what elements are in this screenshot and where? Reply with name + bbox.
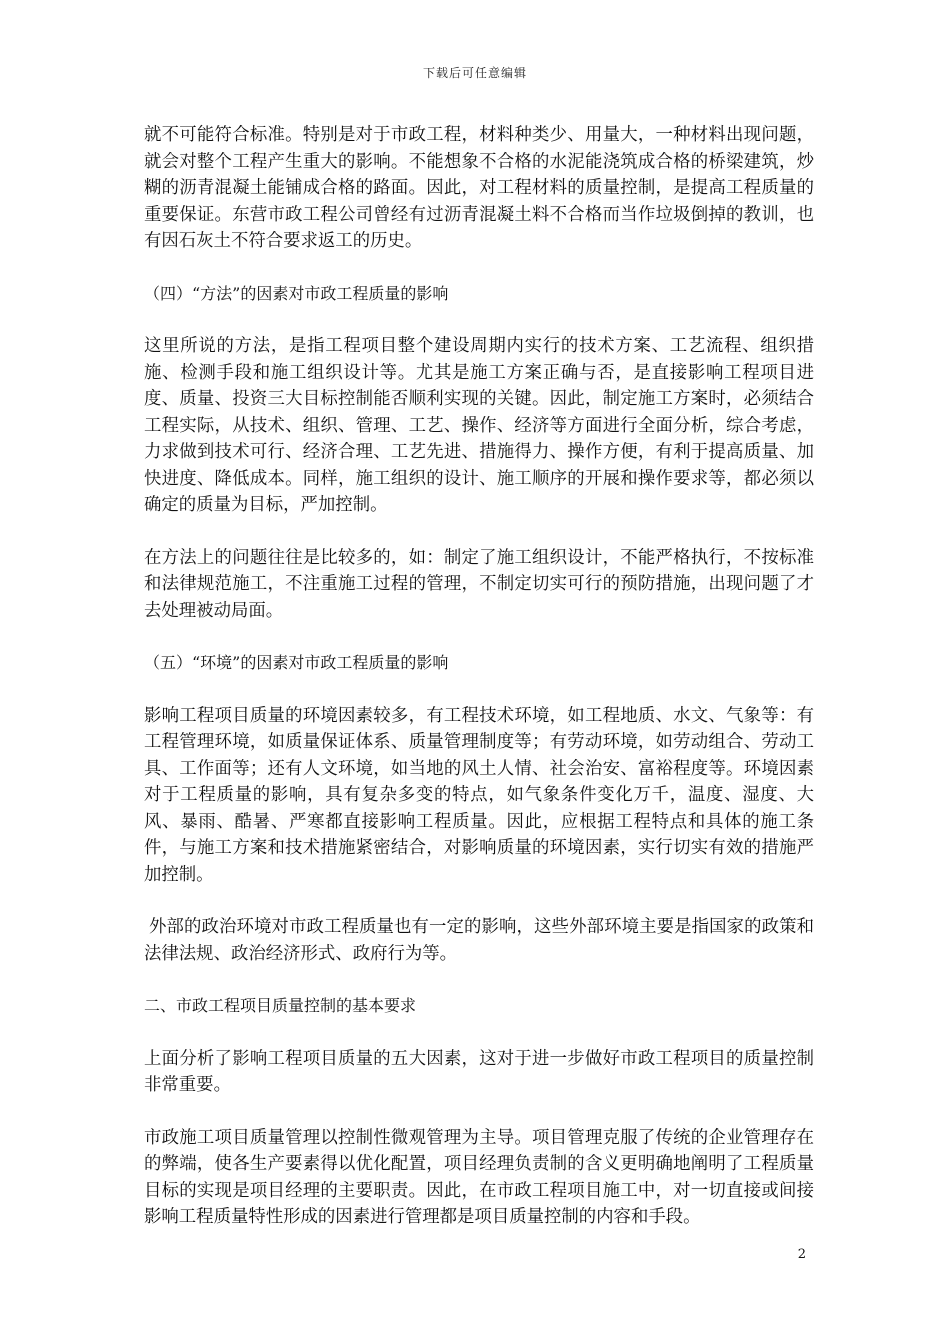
paragraph-quality-management: 市政施工项目质量管理以控制性微观管理为主导。项目管理克服了传统的企业管理存在的弊端，使各生产要素得以优化配置，项目经理负责制的含义更明确地阐明了工程质量目标的实现是项目经理的主要职责。因此，在市政工程项目施工中，对一切直接或间接影响工程质量特性形成的因素进行管理都是项目质量控制的内容和手段。 — [144, 1127, 814, 1227]
section-heading-method: （四）“方法”的因素对市政工程质量的影响 — [144, 283, 449, 303]
paragraph-environment-factors: 影响工程项目质量的环境因素较多，有工程技术环境，如工程地质、水文、气象等：有工程管理环境，如质量保证体系、质量管理制度等；有劳动环境，如劳动组合、劳动工具、工作面等；还有人文环境，如当地的风土人情、社会治安、富裕程度等。环境因素对于工程质量的影响，具有复杂多变的特点，如气象条件变化万千，温度、湿度、大风、暴雨、酷暑、严寒都直接影响工程质量。因此，应根据工程特点和具体的施工条件，与施工方案和技术措施紧密结合，对影响质量的环境因素，实行切实有效的措施严加控制。 — [144, 705, 814, 885]
page-header: 下载后可任意编辑 — [422, 66, 527, 80]
section-heading-environment: （五）“环境”的因素对市政工程质量的影响 — [144, 653, 449, 672]
section-heading-requirements: 二、市政工程项目质量控制的基本要求 — [144, 996, 417, 1015]
document-body — [144, 122, 814, 1257]
paragraph-method-definition: 这里所说的方法，是指工程项目整个建设周期内实行的技术方案、工艺流程、组织措施、检测手段和施工组织设计等。尤其是施工方案正确与否，是直接影响工程项目进度、质量、投资三大目标控制能否顺利实现的关键。因此，制定施工方案时，必须结合工程实际，从技术、组织、管理、工艺、操作、经济等方面进行全面分析，综合考虑，力求做到技术可行、经济合理、工艺先进、措施得力、操作方便，有利于提高质量、加快进度、降低成本。同样，施工组织的设计、施工顺序的开展和操作要求等，都必须以确定的质量为目标，严加控制。 — [144, 336, 814, 515]
paragraph-political-environment: 外部的政治环境对市政工程质量也有一定的影响，这些外部环境主要是指国家的政策和法律法规、政治经济形式、政府行为等。 — [144, 917, 814, 964]
paragraph-method-problems: 在方法上的问题往往是比较多的，如：制定了施工组织设计，不能严格执行，不按标准和法律规范施工，不注重施工过程的管理，不制定切实可行的预防措施，出现问题了才去处理被动局面。 — [144, 547, 814, 621]
page-number: 2 — [797, 1247, 806, 1262]
paragraph-materials: 就不可能符合标准。特别是对于市政工程，材料种类少、用量大，一种材料出现问题，就会对整个工程产生重大的影响。不能想象不合格的水泥能浇筑成合格的桥梁建筑，炒糊的沥青混凝土能铺成合格的路面。因此，对工程材料的质量控制，是提高工程质量的重要保证。东营市政工程公司曾经有过沥青混凝土料不合格而当作垃圾倒掉的教训，也有因石灰土不符合要求返工的历史。 — [144, 125, 814, 251]
paragraph-five-factors: 上面分析了影响工程项目质量的五大因素，这对于进一步做好市政工程项目的质量控制非常重要。 — [144, 1048, 814, 1095]
